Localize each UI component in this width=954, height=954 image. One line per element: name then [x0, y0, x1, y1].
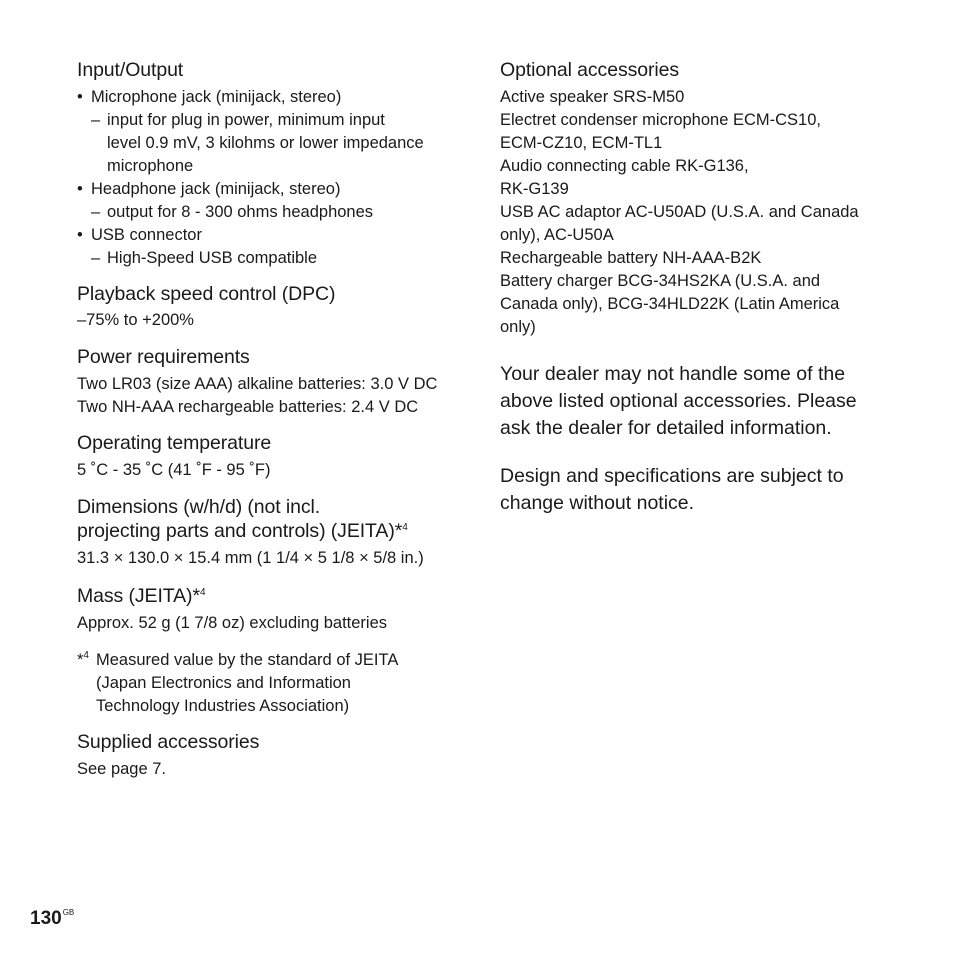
- power-heading: Power requirements: [77, 346, 250, 368]
- optional-line: Rechargeable battery NH-AAA-B2K: [500, 249, 762, 267]
- supplied-value: See page 7.: [77, 760, 166, 778]
- dimensions-heading: Dimensions (w/h/d) (not incl. projecting parts and controls) (JEITA)*$^4$: [77, 496, 408, 542]
- optional-line: only), AC-U50A: [500, 226, 614, 244]
- sub-item: microphone: [107, 157, 194, 175]
- power-line: Two LR03 (size AAA) alkaline batteries: 3.0 V DC: [77, 375, 438, 393]
- power-line: Two NH-AAA rechargeable batteries: 2.4 V DC: [77, 398, 419, 416]
- optional-heading: Optional accessories: [500, 59, 680, 81]
- input-output-heading: Input/Output: [77, 59, 184, 81]
- footnote-ref: 4: [199, 587, 206, 598]
- optional-line: USB AC adaptor AC-U50AD (U.S.A. and Canada: [500, 203, 859, 221]
- list-item: • Headphone jack (minijack, stereo): [77, 178, 467, 201]
- spec-change-notice: Design and specifications are subject to change without notice.: [500, 465, 844, 514]
- right-column: [500, 58, 890, 517]
- left-column: [77, 58, 467, 781]
- input-output-list: [77, 86, 467, 270]
- optional-line: Battery charger BCG-34HS2KA (U.S.A. and: [500, 272, 821, 290]
- bullet-icon: •: [77, 88, 83, 106]
- mass-heading: Mass (JEITA)*$^4$: [77, 585, 206, 607]
- optional-line: Canada only), BCG-34HLD22K (Latin America: [500, 295, 840, 313]
- sub-item: – input for plug in power, minimum input: [91, 111, 385, 129]
- optional-line: RK-G139: [500, 180, 569, 198]
- optional-line: ECM-CZ10, ECM-TL1: [500, 134, 663, 152]
- bullet-icon: •: [77, 226, 83, 244]
- playback-heading: Playback speed control (DPC): [77, 283, 336, 305]
- dealer-notice: Your dealer may not handle some of the above listed optional accessories. Please ask the dealer for detailed information.: [500, 363, 857, 439]
- sub-item: – output for 8 - 300 ohms headphones: [91, 203, 374, 221]
- footnote: *$^4$ Measured value by the standard of JEITA (Japan Electronics and Information Technology Industries Association): [77, 650, 399, 715]
- optional-line: only): [500, 318, 536, 336]
- page-suffix: GB: [62, 908, 75, 917]
- optional-line: Active speaker SRS-M50: [500, 88, 685, 106]
- temperature-heading: Operating temperature: [77, 432, 272, 454]
- page-number: $130^{GB}$: [30, 908, 75, 929]
- list-item: • USB connector: [77, 224, 467, 247]
- sub-item: – High-Speed USB compatible: [91, 249, 318, 267]
- playback-value: –75% to +200%: [77, 311, 194, 329]
- optional-line: Audio connecting cable RK-G136,: [500, 157, 749, 175]
- mass-value: Approx. 52 g (1 7/8 oz) excluding batteries: [77, 614, 388, 632]
- footnote-ref: 4: [402, 522, 408, 533]
- optional-line: Electret condenser microphone ECM-CS10,: [500, 111, 821, 129]
- bullet-icon: •: [77, 180, 83, 198]
- list-item: • Microphone jack (minijack, stereo): [77, 86, 467, 109]
- sub-item: level 0.9 mV, 3 kilohms or lower impedance: [107, 134, 424, 152]
- optional-list: [500, 86, 890, 339]
- supplied-heading: Supplied accessories: [77, 731, 260, 753]
- temperature-value: 5 ˚C - 35 ˚C (41 ˚F - 95 ˚F): [77, 461, 271, 479]
- dimensions-value: 31.3 × 130.0 × 15.4 mm (1 1/4 × 5 1/8 × 5/8 in.): [77, 549, 424, 567]
